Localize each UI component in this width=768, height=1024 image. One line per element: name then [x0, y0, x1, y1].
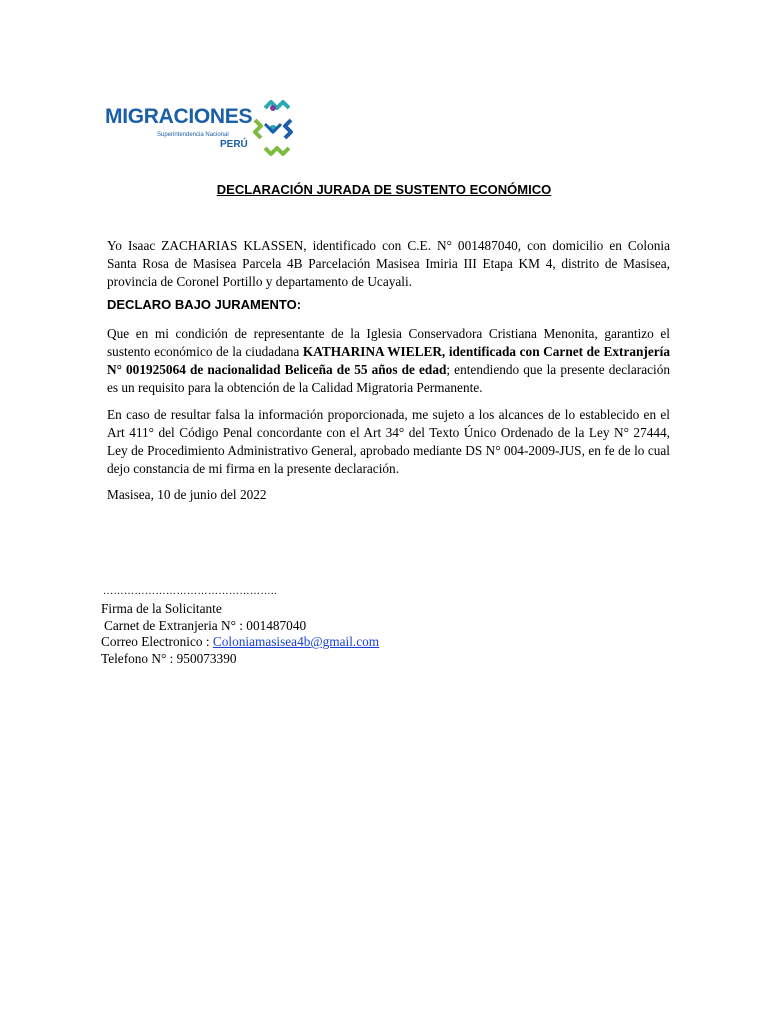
signer-label: Firma de la Solicitante	[101, 601, 222, 616]
migraciones-logo	[105, 98, 305, 160]
signature-line: …………………………………………..	[103, 586, 277, 597]
carnet-number: Carnet de Extranjeria N° : 001487040	[104, 617, 307, 633]
email-line	[101, 634, 379, 651]
logo-country: PERÚ	[220, 139, 248, 150]
signature-block	[101, 601, 379, 667]
email-label: Correo Electronico :	[101, 634, 213, 649]
intro-paragraph: Yo Isaac ZACHARIAS KLASSEN, identificado con C.E. N° 001487040, con domicilio en Colonia Santa Rosa de Masisea Parcela 4B Parcelación Masisea Imiria III Etapa KM 4, distrito de Masisea, provincia de Coronel Portillo y departamento de Ucayali.	[107, 238, 670, 289]
legal-paragraph: En caso de resultar falsa la información proporcionada, me sujeto a los alcances de lo establecido en el Art 411° del Código Penal concordante con el Art 34° del Texto Único Ordenado de la Ley N° 27444, Ley de Procedimiento Administrativo General, aprobado mediante DS N° 004-2009-JUS, en fe de lo cual dejo constancia de mi firma en la presente declaración.	[107, 407, 670, 476]
logo-wordmark: MIGRACIONES	[105, 105, 253, 128]
logo-subtitle: Superintendencia Nacional	[157, 132, 229, 138]
place-date: Masisea, 10 de junio del 2022	[107, 487, 267, 502]
guarantee-paragraph	[107, 325, 670, 397]
beneficiary-details: KATHARINA WIELER, identificada con Carnet de Extranjería N° 001925064 de nacionalidad Beliceña de 55 años de edad	[107, 344, 670, 377]
email-link[interactable]: Coloniamasisea4b@gmail.com	[212, 634, 380, 649]
logo-emblem-icon	[243, 98, 303, 160]
declaration-heading: DECLARO BAJO JURAMENTO:	[107, 297, 302, 312]
guarantee-text-end: ; entendiendo que la presente declaración es un requisito para la obtención de la Calidad Migratoria Permanente.	[107, 362, 671, 395]
document-title: DECLARACIÓN JURADA DE SUSTENTO ECONÓMICO	[216, 182, 552, 197]
phone-number: Telefono N° : 950073390	[101, 650, 237, 666]
guarantee-text-start: Que en mi condición de representante de la Iglesia Conservadora Cristiana Menonita, garantizo el sustento económico de la ciudadana	[107, 326, 670, 359]
